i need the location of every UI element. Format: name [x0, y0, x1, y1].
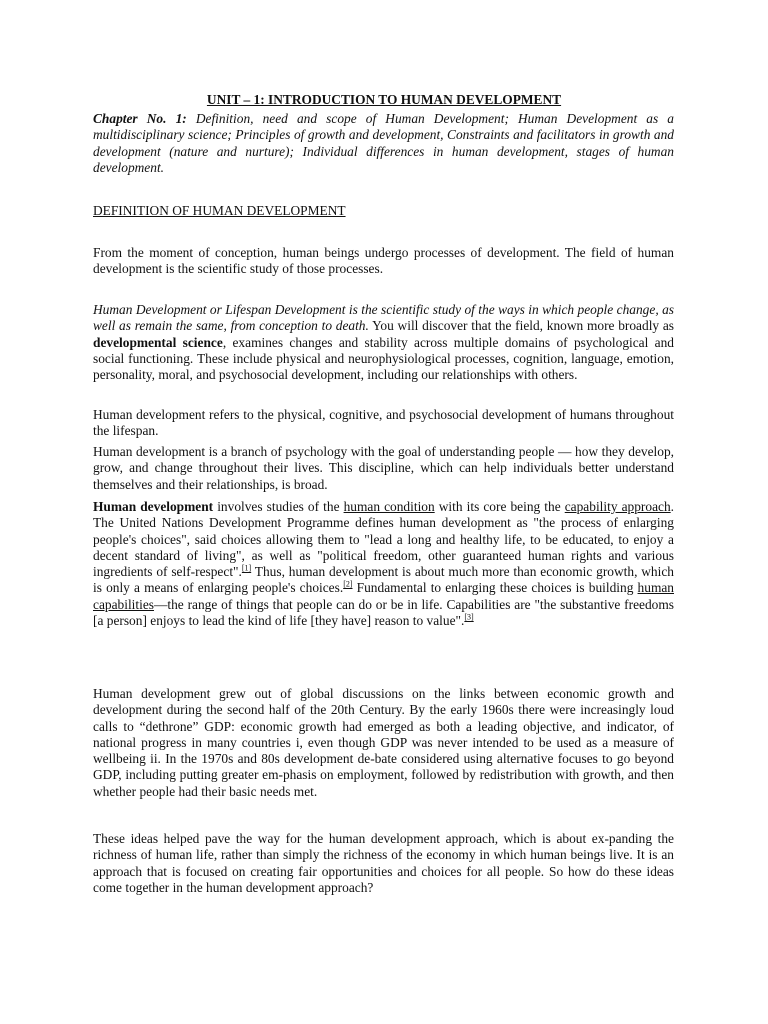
- paragraph-2-text-a: You will discover that the field, known more broadly as: [368, 318, 674, 334]
- section-heading: [93, 203, 674, 219]
- paragraph-5-text-4: Thus, human development is about much more than economic growth, which is only a means of enlarging people's choices.: [93, 564, 674, 596]
- paragraph-5-text-6: —the range of things that people can do or be in life. Capabilities are "the substantive freedoms [a person] enjoys to lead the kind of life [they have] reason to value".: [93, 596, 674, 629]
- paragraph-5-text-5: Fundamental to enlarging these choices is building: [352, 580, 638, 596]
- paragraph-5-text-1: involves studies of the: [213, 499, 344, 514]
- chapter-label: Chapter No. 1:: [93, 111, 187, 126]
- capability-approach-link[interactable]: capability approach: [564, 499, 671, 514]
- paragraph-2-text-b: , examines changes and stability across multiple domains of psychological and social functioning. These include physical and neurophysiological processes, cognition, language, emotion, personality, moral, and psychosocial development, including our relationships with others.: [93, 334, 675, 383]
- human-condition-link[interactable]: human condition: [343, 499, 435, 514]
- chapter-text: Definition, need and scope of Human Development; Human Development as a multidisciplinary science; Principles of growth and development, Constraints and facilitators in growth and development (nature and nurture); Individual differences in human development, stages of human development.: [93, 111, 675, 175]
- section-heading-text: DEFINITION OF HUMAN DEVELOPMENT: [93, 203, 346, 218]
- human-development-term: Human development: [93, 499, 214, 514]
- reference-3-link[interactable]: [3]: [464, 612, 474, 622]
- reference-1-link[interactable]: [1]: [241, 563, 252, 573]
- paragraph-6: Human development grew out of global discussions on the links between economic growth and development during the second half of the 20th Century. By the early 1960s there were increasingly loud calls to “dethrone” GDP: economic growth had emerged as both a leading objective, and indicator, of national progress in many countries i, even though GDP was never intended to be used as a measure of wellbeing ii. In the 1970s and 80s development de-bate considered using alternative focuses to go beyond GDP, including putting greater em-phasis on employment, followed by redistribution with growth, and then whether people had their basic needs met.: [93, 686, 674, 799]
- human-capabilities-link[interactable]: human capabilities: [93, 580, 674, 612]
- page-title: UNIT – 1: INTRODUCTION TO HUMAN DEVELOPMENT: [206, 92, 562, 107]
- definition-italic: Human Development or Lifespan Development is the scientific study of the ways in which people change, as well as remain the same, from conception to death.: [93, 302, 674, 334]
- paragraph-4: Human development is a branch of psychology with the goal of understanding people — how they develop, grow, and change throughout their lives. This discipline, which can help individuals better understand themselves and their relationships, is broad.: [93, 444, 674, 492]
- paragraph-5-text-3: . The United Nations Development Programme defines human development as "the process of enlarging people's choices", said choices allowing them to "lead a long and healthy life, to be educated, to enjoy a decent standard of living", as well as "political freedom, other guaranteed human rights and various ingredients of self-respect".: [93, 499, 675, 580]
- paragraph-5: [93, 499, 674, 629]
- paragraph-3: Human development refers to the physical, cognitive, and psychosocial development of humans throughout the lifespan.: [93, 407, 674, 439]
- paragraph-7: These ideas helped pave the way for the human development approach, which is about ex-panding the richness of human life, rather than simply the richness of the economy in which human beings live. It is an approach that is focused on creating fair opportunities and choices for all people. So how do these ideas come together in the human development approach?: [93, 831, 674, 895]
- paragraph-5-text-2: with its core being the: [434, 499, 565, 514]
- chapter-description: [93, 111, 674, 176]
- paragraph-2: [93, 302, 674, 383]
- reference-2-link[interactable]: [2]: [343, 580, 353, 590]
- paragraph-1: From the moment of conception, human beings undergo processes of development. The field of human development is the scientific study of those processes.: [93, 245, 674, 277]
- developmental-science-term: developmental science: [93, 334, 223, 350]
